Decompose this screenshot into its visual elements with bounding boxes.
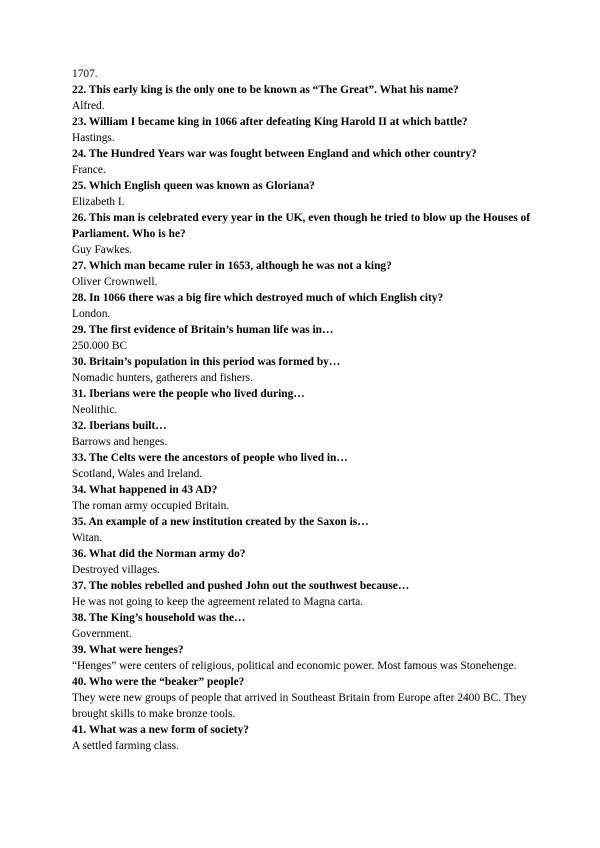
question-26: 26. This man is celebrated every year in the UK, even though he tried to blow up the Houses of Parliament. Who is he?: [72, 212, 531, 240]
question-24: 24. The Hundred Years war was fought between England and which other country?: [72, 148, 477, 160]
question-40: 40. Who were the “beaker” people?: [72, 676, 245, 688]
question-23: 23. William I became king in 1066 after defeating King Harold II at which battle?: [72, 116, 468, 128]
answer-36: Destroyed villages.: [72, 564, 160, 576]
answer-26: Guy Fawkes.: [72, 244, 133, 256]
answer-40: They were new groups of people that arrived in Southeast Britain from Europe after 2400 BC. They brought skills to make bronze tools.: [72, 692, 527, 720]
question-35: 35. An example of a new institution created by the Saxon is…: [72, 516, 369, 528]
answer-37: He was not going to keep the agreement related to Magna carta.: [72, 596, 363, 608]
question-39: 39. What were henges?: [72, 644, 184, 656]
question-31: 31. Iberians were the people who lived during…: [72, 388, 305, 400]
qa-list: [72, 66, 532, 754]
lead-answer: 1707.: [72, 68, 98, 80]
question-22: 22. This early king is the only one to be known as “The Great”. What his name?: [72, 84, 459, 96]
question-36: 36. What did the Norman army do?: [72, 548, 246, 560]
question-28: 28. In 1066 there was a big fire which destroyed much of which English city?: [72, 292, 444, 304]
answer-38: Government.: [72, 628, 132, 640]
answer-22: Alfred.: [72, 100, 105, 112]
answer-30: Nomadic hunters, gatherers and fishers.: [72, 372, 253, 384]
question-32: 32. Iberians built…: [72, 420, 167, 432]
answer-25: Elizabeth I.: [72, 196, 125, 208]
answer-41: A settled farming class.: [72, 740, 179, 752]
answer-31: Neolithic.: [72, 404, 118, 416]
answer-29: 250.000 BC: [72, 340, 128, 352]
answer-39: “Henges” were centers of religious, political and economic power. Most famous was Stonehenge.: [72, 660, 517, 672]
answer-33: Scotland, Wales and Ireland.: [72, 468, 203, 480]
answer-35: Witan.: [72, 532, 103, 544]
question-34: 34. What happened in 43 AD?: [72, 484, 218, 496]
question-27: 27. Which man became ruler in 1653, although he was not a king?: [72, 260, 392, 272]
question-38: 38. The King’s household was the…: [72, 612, 246, 624]
question-33: 33. The Celts were the ancestors of people who lived in…: [72, 452, 348, 464]
question-41: 41. What was a new form of society?: [72, 724, 249, 736]
question-30: 30. Britain’s population in this period was formed by…: [72, 356, 341, 368]
answer-24: France.: [72, 164, 106, 176]
answer-32: Barrows and henges.: [72, 436, 168, 448]
question-37: 37. The nobles rebelled and pushed John out the southwest because…: [72, 580, 410, 592]
question-25: 25. Which English queen was known as Gloriana?: [72, 180, 315, 192]
answer-23: Hastings.: [72, 132, 115, 144]
answer-27: Oliver Crownwell.: [72, 276, 158, 288]
answer-34: The roman army occupied Britain.: [72, 500, 230, 512]
answer-28: London.: [72, 308, 111, 320]
question-29: 29. The first evidence of Britain’s human life was in…: [72, 324, 334, 336]
